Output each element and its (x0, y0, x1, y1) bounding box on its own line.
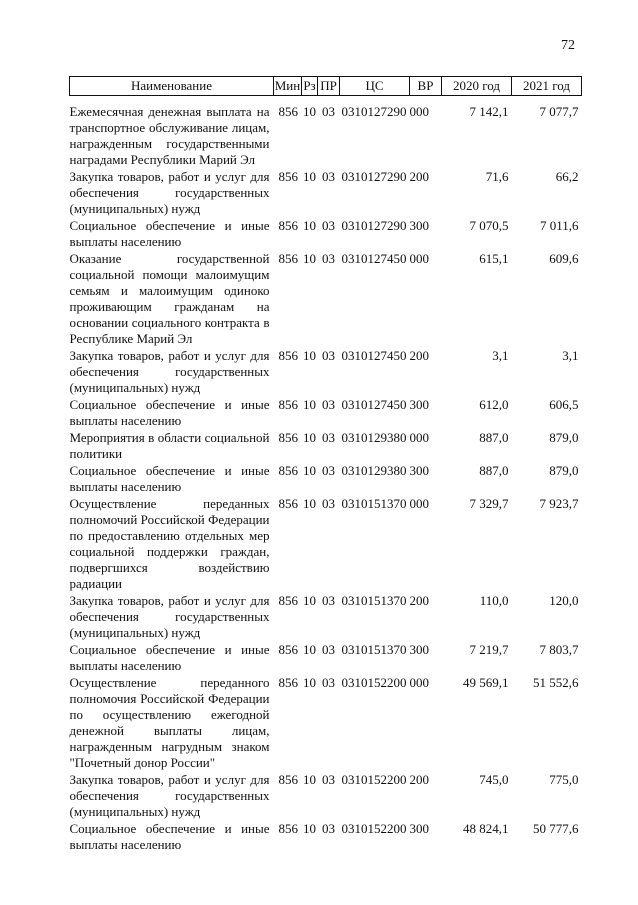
cell-pr: 03 (322, 772, 335, 787)
cell-2021: 66,2 (555, 169, 579, 184)
cell-2021: 7 077,7 (539, 104, 579, 119)
cell-min: 856 (278, 430, 298, 445)
cell-min: 856 (278, 463, 298, 478)
cell-cs: 0310129380 (341, 463, 407, 478)
table-row (70, 217, 582, 250)
cell-pr: 03 (322, 675, 335, 690)
cell-name: Закупка товаров, работ и услуг для обеспечения государственных (муниципальных) нужд (69, 593, 270, 640)
cell-rz: 10 (303, 397, 316, 412)
cell-rz: 10 (303, 593, 316, 608)
cell-cs: 0310129380 (341, 430, 407, 445)
cell-name: Социальное обеспечение и иные выплаты населению (69, 463, 270, 494)
cell-2021: 50 777,6 (533, 821, 579, 836)
cell-pr: 03 (322, 821, 335, 836)
cell-2021: 879,0 (549, 463, 579, 478)
cell-vr: 300 (409, 463, 429, 478)
cell-2020: 745,0 (479, 772, 509, 787)
cell-vr: 300 (409, 397, 429, 412)
cell-vr: 200 (409, 348, 429, 363)
table-header-row (70, 77, 582, 96)
cell-min: 856 (278, 104, 298, 119)
cell-pr: 03 (322, 169, 335, 184)
cell-rz: 10 (303, 218, 316, 233)
cell-rz: 10 (303, 496, 316, 511)
cell-min: 856 (278, 593, 298, 608)
page-number: 72 (561, 38, 575, 53)
cell-rz: 10 (303, 104, 316, 119)
cell-vr: 300 (409, 821, 429, 836)
cell-vr: 200 (409, 593, 429, 608)
cell-min: 856 (278, 675, 298, 690)
cell-cs: 0310127290 (341, 169, 407, 184)
table-row (70, 429, 582, 462)
cell-min: 856 (278, 642, 298, 657)
table-row (70, 495, 582, 592)
cell-name: Осуществление переданного полномочия Российской Федерации по осуществлению ежегодной денежной выплаты лицам, награжденным нагрудным знаком "Почетный донор России" (69, 675, 270, 770)
cell-cs: 0310127290 (341, 104, 407, 119)
cell-vr: 200 (409, 169, 429, 184)
cell-pr: 03 (322, 593, 335, 608)
header-pr: ПР (318, 77, 340, 96)
cell-rz: 10 (303, 463, 316, 478)
cell-pr: 03 (322, 104, 335, 119)
cell-2020: 3,1 (492, 348, 509, 363)
cell-vr: 000 (409, 251, 429, 266)
cell-rz: 10 (303, 169, 316, 184)
cell-name: Мероприятия в области социальной политики (69, 430, 270, 461)
cell-cs: 0310127450 (341, 397, 407, 412)
cell-2020: 110,0 (479, 593, 509, 608)
cell-cs: 0310152200 (341, 675, 407, 690)
cell-name: Ежемесячная денежная выплата на транспортное обслуживание лицам, награжденным государственными наградами Республики Марий Эл (69, 104, 270, 167)
cell-2020: 49 569,1 (463, 675, 509, 690)
cell-2020: 7 329,7 (469, 496, 509, 511)
header-cs: ЦС (340, 77, 410, 96)
cell-cs: 0310127450 (341, 251, 407, 266)
cell-cs: 0310151370 (341, 642, 407, 657)
table-row (70, 820, 582, 853)
header-min: Мин (274, 77, 302, 96)
cell-vr: 200 (409, 772, 429, 787)
cell-cs: 0310152200 (341, 772, 407, 787)
header-vr: ВР (410, 77, 442, 96)
cell-min: 856 (278, 772, 298, 787)
cell-name: Осуществление переданных полномочий Российской Федерации по предоставлению отдельных мер социальной поддержки граждан, подвергшихся воздействию радиации (69, 496, 270, 591)
cell-pr: 03 (322, 642, 335, 657)
cell-vr: 000 (409, 104, 429, 119)
cell-2021: 7 803,7 (539, 642, 579, 657)
header-2021: 2021 год (512, 77, 582, 96)
cell-2021: 51 552,6 (533, 675, 579, 690)
cell-2021: 120,0 (549, 593, 579, 608)
cell-rz: 10 (303, 430, 316, 445)
cell-cs: 0310127450 (341, 348, 407, 363)
cell-2021: 606,5 (549, 397, 579, 412)
table-row (70, 396, 582, 429)
cell-2021: 775,0 (549, 772, 579, 787)
table-row (70, 168, 582, 217)
cell-vr: 000 (409, 675, 429, 690)
cell-pr: 03 (322, 218, 335, 233)
table-row (70, 96, 582, 169)
cell-pr: 03 (322, 463, 335, 478)
cell-cs: 0310127290 (341, 218, 407, 233)
table-row (70, 462, 582, 495)
cell-2021: 7 011,6 (539, 218, 579, 233)
cell-min: 856 (278, 348, 298, 363)
cell-2020: 887,0 (479, 430, 509, 445)
header-name: Наименование (70, 77, 274, 96)
cell-vr: 300 (409, 218, 429, 233)
cell-min: 856 (278, 397, 298, 412)
cell-2021: 7 923,7 (539, 496, 579, 511)
header-2020: 2020 год (442, 77, 512, 96)
cell-rz: 10 (303, 675, 316, 690)
cell-min: 856 (278, 251, 298, 266)
cell-2021: 609,6 (549, 251, 579, 266)
cell-pr: 03 (322, 430, 335, 445)
cell-2020: 7 070,5 (469, 218, 509, 233)
cell-cs: 0310151370 (341, 496, 407, 511)
cell-vr: 000 (409, 496, 429, 511)
cell-name: Закупка товаров, работ и услуг для обеспечения государственных (муниципальных) нужд (69, 772, 270, 819)
cell-2020: 7 219,7 (469, 642, 509, 657)
cell-cs: 0310151370 (341, 593, 407, 608)
header-rz: Рз (302, 77, 318, 96)
cell-pr: 03 (322, 348, 335, 363)
cell-pr: 03 (322, 496, 335, 511)
cell-name: Социальное обеспечение и иные выплаты населению (69, 218, 270, 249)
table-row (70, 592, 582, 641)
cell-pr: 03 (322, 397, 335, 412)
table-row (70, 641, 582, 674)
cell-name: Социальное обеспечение и иные выплаты населению (69, 642, 270, 673)
cell-2020: 71,6 (485, 169, 509, 184)
cell-rz: 10 (303, 348, 316, 363)
cell-rz: 10 (303, 251, 316, 266)
cell-2020: 48 824,1 (463, 821, 509, 836)
cell-name: Оказание государственной социальной помощи малоимущим семьям и малоимущим одиноко проживающим гражданам на основании социального контракта в Республике Марий Эл (69, 251, 270, 346)
cell-min: 856 (278, 496, 298, 511)
cell-rz: 10 (303, 772, 316, 787)
table-row (70, 771, 582, 820)
cell-name: Социальное обеспечение и иные выплаты населению (69, 397, 270, 428)
cell-vr: 300 (409, 642, 429, 657)
cell-name: Социальное обеспечение и иные выплаты населению (69, 821, 270, 852)
cell-2021: 3,1 (562, 348, 579, 363)
table-row (70, 674, 582, 771)
cell-cs: 0310152200 (341, 821, 407, 836)
cell-2020: 7 142,1 (469, 104, 509, 119)
cell-min: 856 (278, 218, 298, 233)
cell-2020: 615,1 (479, 251, 509, 266)
table-row (70, 347, 582, 396)
cell-min: 856 (278, 169, 298, 184)
cell-name: Закупка товаров, работ и услуг для обеспечения государственных (муниципальных) нужд (69, 169, 270, 216)
table-row (70, 250, 582, 347)
cell-rz: 10 (303, 642, 316, 657)
cell-rz: 10 (303, 821, 316, 836)
cell-2020: 887,0 (479, 463, 509, 478)
cell-vr: 000 (409, 430, 429, 445)
cell-2020: 612,0 (479, 397, 509, 412)
cell-pr: 03 (322, 251, 335, 266)
cell-2021: 879,0 (549, 430, 579, 445)
budget-table (69, 76, 582, 853)
cell-min: 856 (278, 821, 298, 836)
cell-name: Закупка товаров, работ и услуг для обеспечения государственных (муниципальных) нужд (69, 348, 270, 395)
